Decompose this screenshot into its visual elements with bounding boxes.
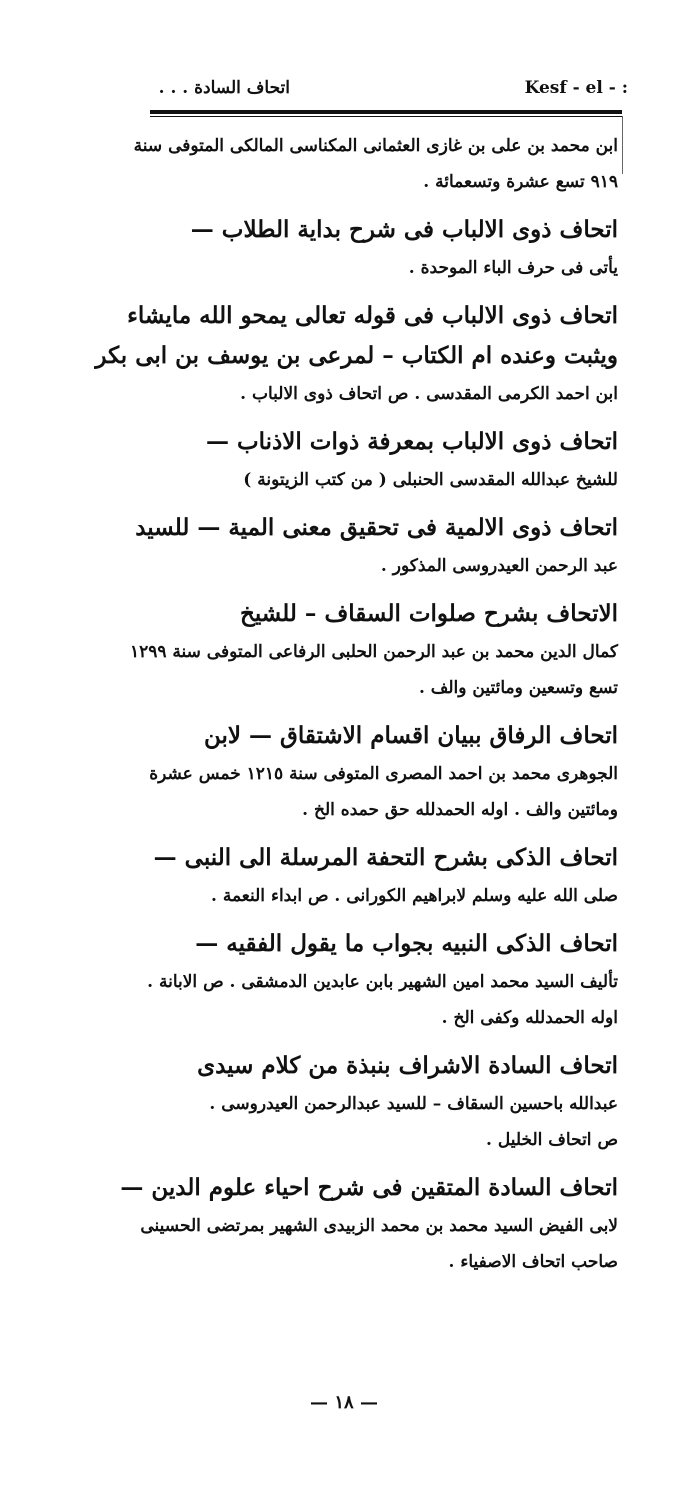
entry-gap — [156, 914, 618, 924]
entry-gap — [156, 412, 618, 422]
entry-title-line: اتحاف ذوى الالباب فى قوله تعالى يمحو الله مايشاء — [127, 302, 618, 329]
entry-detail-line: عبدالله باحسين السقاف – للسيد عبدالرحمن العيدروسى . — [209, 1094, 618, 1114]
entry-detail-line: تسع وتسعين ومائتين والف . — [418, 678, 618, 698]
entry-detail-line: اوله الحمدلله وكفى الخ . — [441, 1008, 618, 1028]
entry-gap — [156, 286, 618, 296]
entry-gap — [156, 1158, 618, 1168]
entry-detail-line: للشيخ عبدالله المقدسى الحنبلى ( من كتب الزيتونة ) — [243, 470, 618, 490]
entry-gap — [156, 200, 618, 210]
entry-gap — [156, 498, 618, 508]
entry-detail-line: ابن محمد بن على بن غازى العثمانى المكناسى المالكى المتوفى سنة — [133, 136, 618, 156]
entry-title-line: اتحاف السادة المتقين فى شرح احياء علوم الدين — — [120, 1174, 618, 1201]
entry-title-line: اتحاف السادة الاشراف بنبذة من كلام سيدى — [197, 1052, 618, 1079]
entry-detail-line: ومائتين والف . اوله الحمدلله حق حمده الخ . — [302, 800, 618, 820]
entry-detail-line: عبد الرحمن العيدروسى المذكور . — [380, 556, 618, 576]
entry-title-line: اتحاف الذكى النبيه بجواب ما يقول الفقيه — — [195, 930, 618, 957]
entry-detail-line: صاحب اتحاف الاصفياء . — [448, 1252, 618, 1272]
entry-detail-line: يأتى فى حرف الباء الموحدة . — [408, 258, 618, 278]
entry-detail-line: لابى الفيض السيد محمد بن محمد الزبيدى الشهير بمرتضى الحسينى — [140, 1216, 618, 1236]
entry-title-line: اتحاف ذوى الالباب فى شرح بداية الطلاب — — [190, 216, 618, 243]
entry-title-line: ويثبت وعنده ام الكتاب – لمرعى بن يوسف بن ابى بكر — [95, 342, 618, 369]
entry-detail-line: صلى الله عليه وسلم لابراهيم الكورانى . ص ابداء النعمة . — [211, 886, 618, 906]
entry-title-line: اتحاف ذوى الالمية فى تحقيق معنى المية — للسيد — [135, 514, 618, 541]
entry-gap — [156, 584, 618, 594]
running-reference: Kesf - el - : — [524, 78, 628, 98]
entry-title-line: الاتحاف بشرح صلوات السقاف – للشيخ — [240, 600, 618, 627]
page-header — [150, 76, 628, 106]
entry-detail-line: ابن احمد الكرمى المقدسى . ص اتحاف ذوى الالباب . — [240, 384, 618, 404]
entry-detail-line: كمال الدين محمد بن عبد الرحمن الحلبى الرفاعى المتوفى سنة ١٢٩٩ — [129, 642, 618, 662]
entry-gap — [156, 706, 618, 716]
entry-detail-line: ٩١٩ تسع عشرة وتسعمائة . — [423, 172, 618, 192]
entry-gap — [156, 828, 618, 838]
entry-title-line: اتحاف الذكى بشرح التحفة المرسلة الى النبى — — [153, 844, 618, 871]
header-rule-thin — [150, 116, 622, 117]
margin-line — [622, 116, 623, 174]
entry-detail-line: الجوهرى محمد بن احمد المصرى المتوفى سنة ١٢١٥ خمس عشرة — [149, 764, 618, 784]
page-number: — ١٨ — — [310, 1392, 378, 1413]
entry-gap — [156, 1036, 618, 1046]
entry-detail-line: ص اتحاف الخليل . — [486, 1130, 618, 1150]
entry-title-line: اتحاف الرفاق ببيان اقسام الاشتقاق — لابن — [203, 722, 618, 749]
header-rule-thick — [150, 110, 622, 114]
entry-detail-line: تأليف السيد محمد امين الشهير بابن عابدين الدمشقى . ص الابانة . — [147, 972, 618, 992]
entries-text — [95, 128, 618, 1280]
entry-title-line: اتحاف ذوى الالباب بمعرفة ذوات الاذناب — — [205, 428, 618, 455]
running-title: اتحاف السادة . . . — [158, 78, 290, 98]
